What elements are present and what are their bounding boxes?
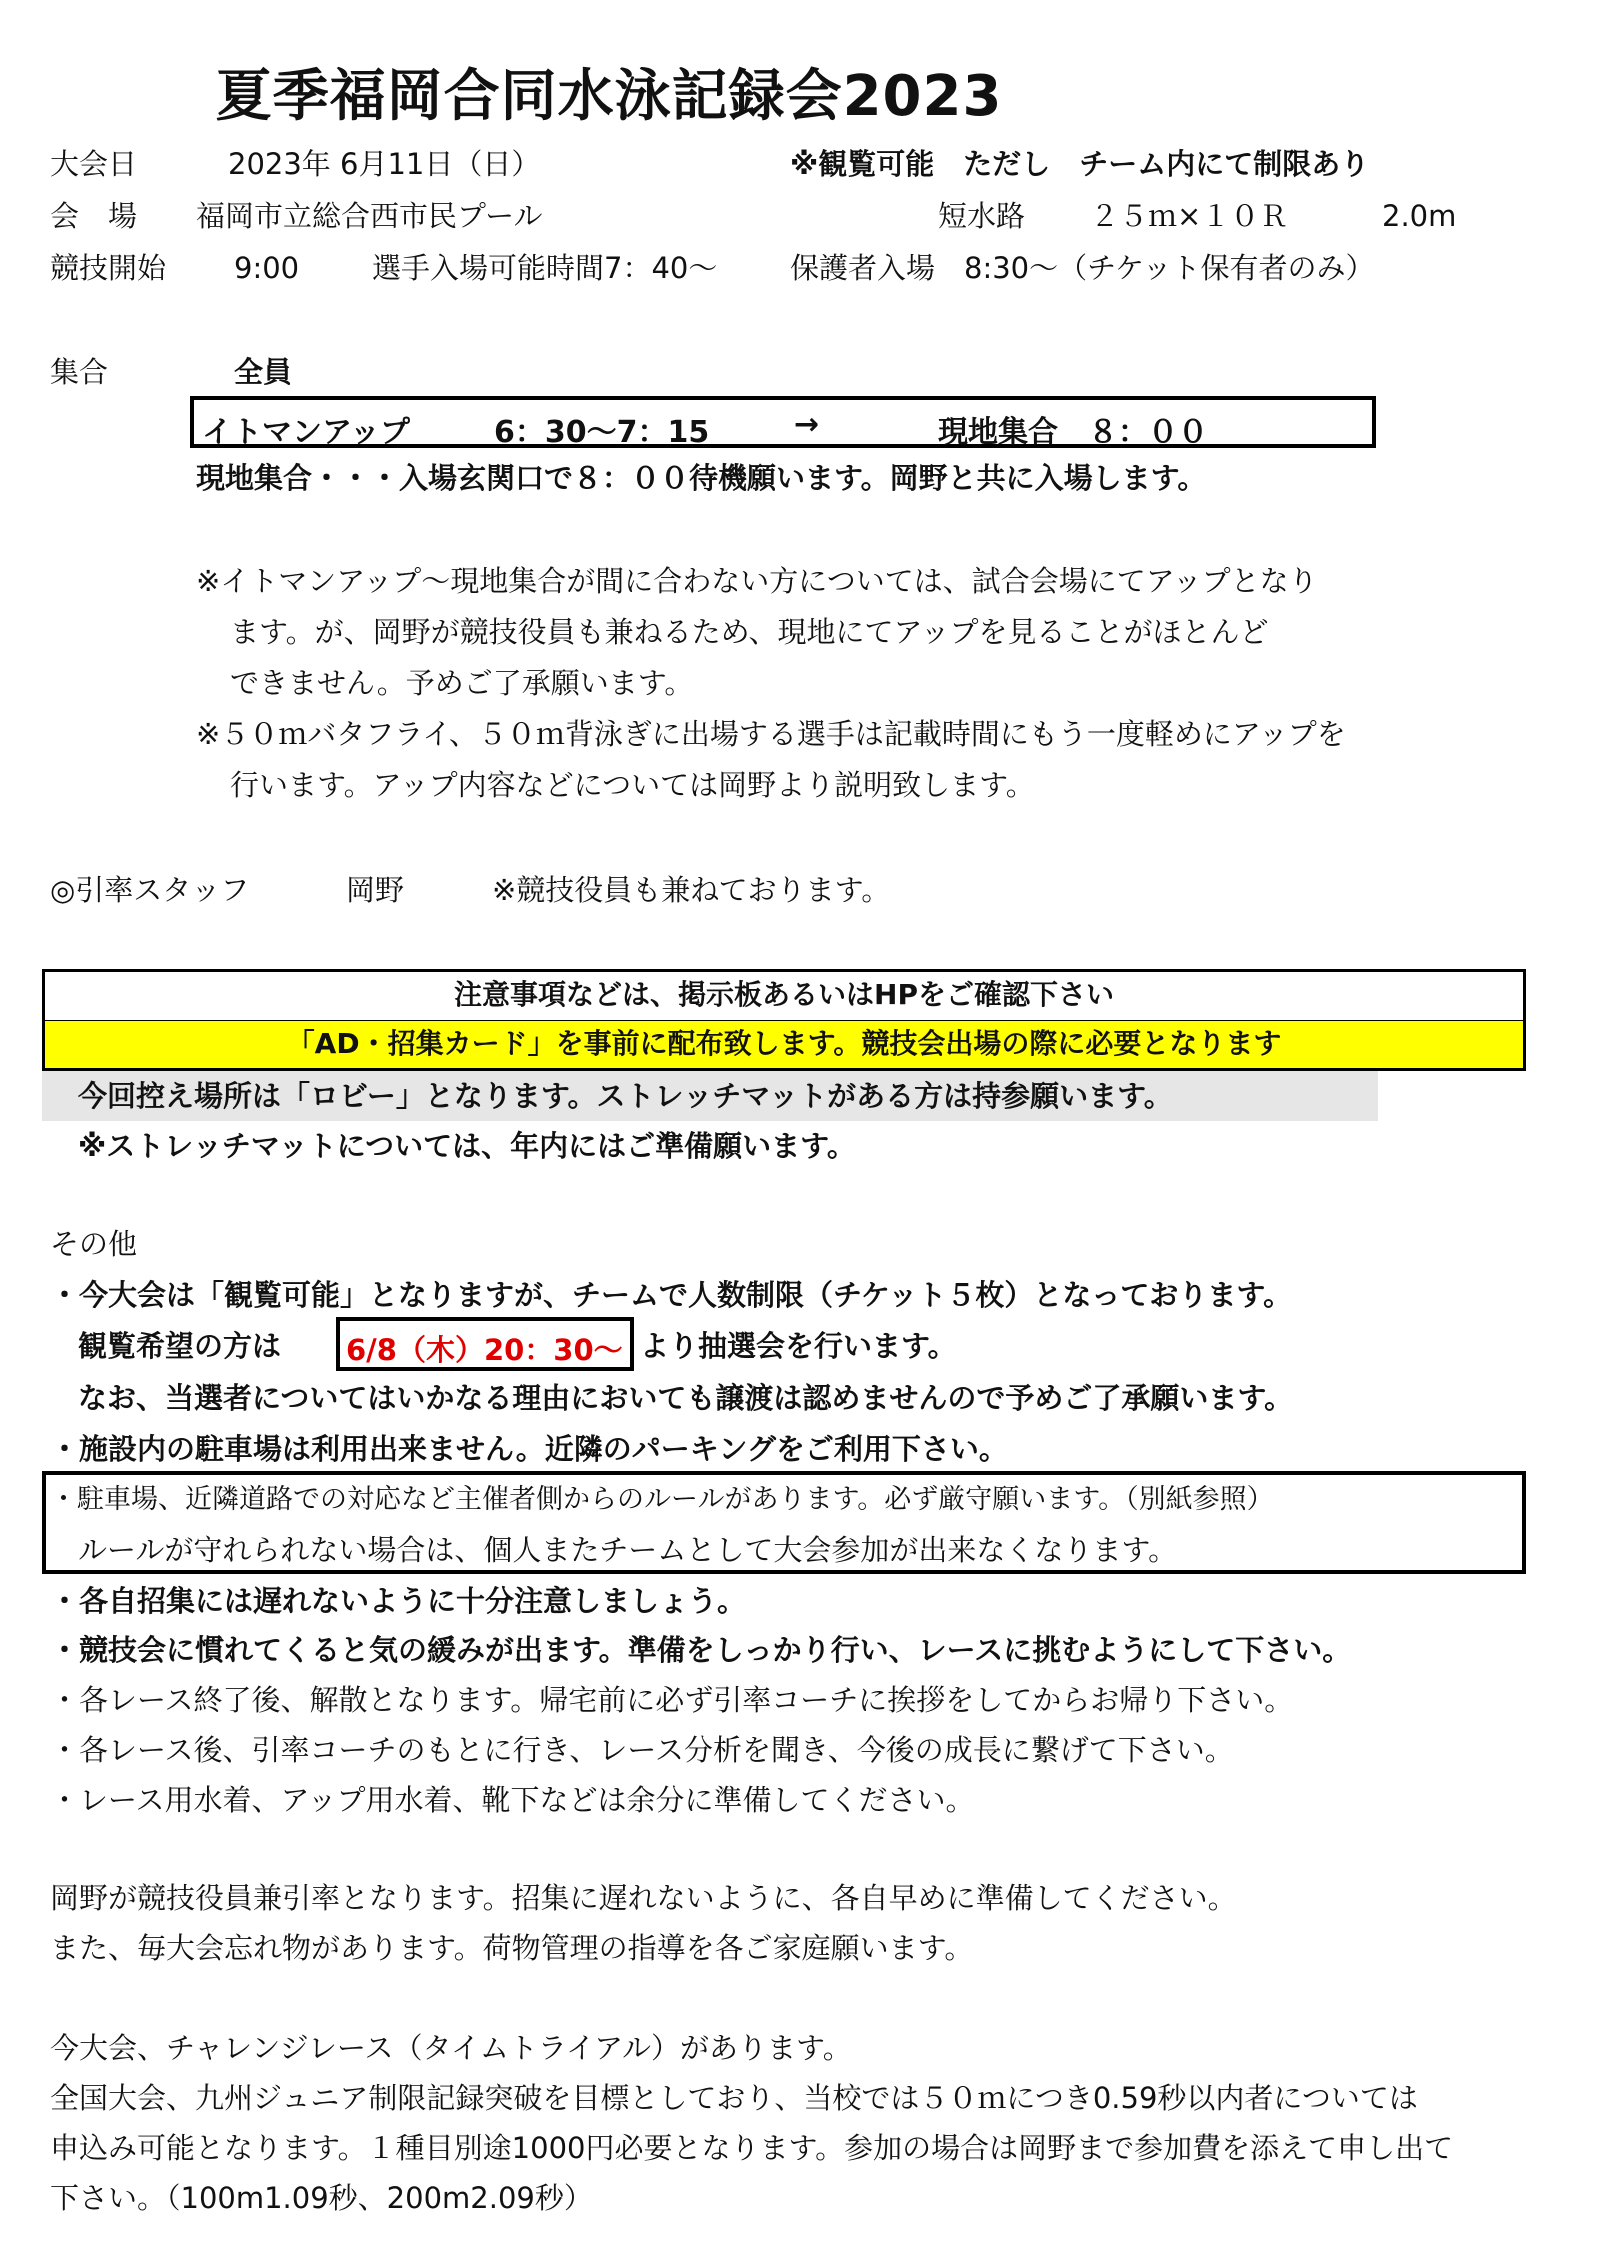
spectator-note: ※観覧可能 ただし チーム内にて制限あり: [790, 147, 1370, 181]
pool-type: 短水路: [938, 199, 1026, 233]
other-item3-line2: ルールが守れられない場合は、個人またチームとして大会参加が出来なくなります。: [78, 1533, 1178, 1567]
other-item6: ・各レース終了後、解散となります。帰宅前に必ず引率コーチに挨拶をしてからお帰り下さい。: [50, 1683, 1294, 1717]
notice-row-lobby: 今回控え場所は「ロビー」となります。ストレッチマットがある方は持参願います。: [78, 1079, 1173, 1113]
closing-p2-line4: 下さい。（100m1.09秒、200m2.09秒）: [50, 2181, 593, 2215]
notice-box: [42, 969, 1526, 1071]
pool-size: ２５ｍ×１０Ｒ: [1090, 199, 1289, 233]
start-time: 9:00: [234, 251, 300, 285]
other-item2: ・施設内の駐車場は利用出来ません。近隣のパーキングをご利用下さい。: [50, 1432, 1008, 1466]
date-value: 2023年 6月11日（日）: [228, 147, 541, 181]
lottery-date-box: [336, 1317, 634, 1371]
closing-p1-line2: また、毎大会忘れ物があります。荷物管理の指導を各ご家庭願います。: [50, 1931, 974, 1965]
page-title: 夏季福岡合同水泳記録会2023: [215, 64, 1003, 129]
note1-line3: できません。予めご了承願います。: [230, 666, 694, 700]
assembly-schedule-box: [190, 396, 1376, 448]
other-item8: ・レース用水着、アップ用水着、靴下などは余分に準備してください。: [50, 1783, 975, 1817]
pool-depth: 2.0m: [1382, 199, 1457, 233]
other-item1-sub-a: 観覧希望の方は: [78, 1329, 282, 1363]
other-item7: ・各レース後、引率コーチのもとに行き、レース分析を聞き、今後の成長に繋げて下さい。: [50, 1733, 1234, 1767]
box-time: 6：30～7：15: [494, 415, 710, 450]
other-item4: ・各自招集には遅れないように十分注意しましょう。: [50, 1584, 747, 1618]
closing-p2-line2: 全国大会、九州ジュニア制限記録突破を目標としており、当校では５０ｍにつき0.59秒以内者については: [50, 2081, 1418, 2115]
other-item1-sub-b: より抽選会を行います。: [640, 1329, 957, 1363]
closing-p2-line1: 今大会、チャレンジレース（タイムトライアル）があります。: [50, 2031, 852, 2065]
other-item1: ・今大会は「観覧可能」となりますが、チームで人数制限（チケット５枚）となっております。: [50, 1278, 1293, 1312]
guardian-entry: 保護者入場 8:30～（チケット保有者のみ）: [790, 251, 1375, 285]
other-item5: ・競技会に慣れてくると気の緩みが出ます。準備をしっかり行い、レースに挑むようにして下さい。: [50, 1633, 1352, 1667]
note2-line2: 行います。アップ内容などについては岡野より説明致します。: [230, 768, 1035, 802]
venue-value: 福岡市立総合西市民プール: [196, 199, 543, 233]
other-item3-line1: ・駐車場、近隣道路での対応など主催者側からのルールがあります。必ず厳守願います。（別紙参照）: [50, 1484, 1274, 1515]
date-label: 大会日: [50, 147, 138, 181]
assembly-line: 現地集合・・・入場玄関口で８：００待機願います。岡野と共に入場します。: [196, 461, 1207, 495]
closing-p1-line1: 岡野が競技役員兼引率となります。招集に遅れないように、各自早めに準備してください。: [50, 1881, 1237, 1915]
box-destination: 現地集合 ８：００: [938, 415, 1208, 450]
staff-name: 岡野: [346, 873, 405, 907]
other-item1-sub2: なお、当選者についてはいかなる理由においても譲渡は認めませんので予めご了承願います。: [78, 1381, 1294, 1415]
athlete-entry: 選手入場可能時間7：40～: [372, 251, 718, 285]
lottery-date: 6/8（木）20：30～: [346, 1333, 623, 1367]
assembly-label: 集合: [50, 355, 109, 389]
venue-label: 会 場: [50, 199, 138, 233]
staff-label: ◎引率スタッフ: [50, 873, 250, 907]
notice-row-ad-card: 「AD・招集カード」を事前に配布致します。競技会出場の際に必要となります: [45, 1021, 1523, 1068]
notice-row-mat: ※ストレッチマットについては、年内にはご準備願います。: [78, 1129, 856, 1163]
closing-p2-line3: 申込み可能となります。１種目別途1000円必要となります。参加の場合は岡野まで参加費を添えて申し出て: [50, 2131, 1454, 2165]
note2-line1: ※５０ｍバタフライ、５０ｍ背泳ぎに出場する選手は記載時間にもう一度軽めにアップを: [196, 717, 1346, 751]
note1-line2: ます。が、岡野が競技役員も兼ねるため、現地にてアップを見ることがほとんど: [230, 615, 1269, 649]
notice-row-hp: 注意事項などは、掲示板あるいはHPをご確認下さい: [45, 972, 1523, 1023]
box-place: イトマンアップ: [202, 415, 410, 450]
start-label: 競技開始: [50, 251, 167, 285]
other-label: その他: [50, 1227, 138, 1261]
staff-note: ※競技役員も兼ねております。: [492, 873, 891, 907]
box-arrow: →: [794, 407, 820, 442]
note1-line1: ※イトマンアップ～現地集合が間に合わない方については、試合会場にてアップとなり: [196, 564, 1318, 598]
assembly-who: 全員: [234, 355, 293, 389]
